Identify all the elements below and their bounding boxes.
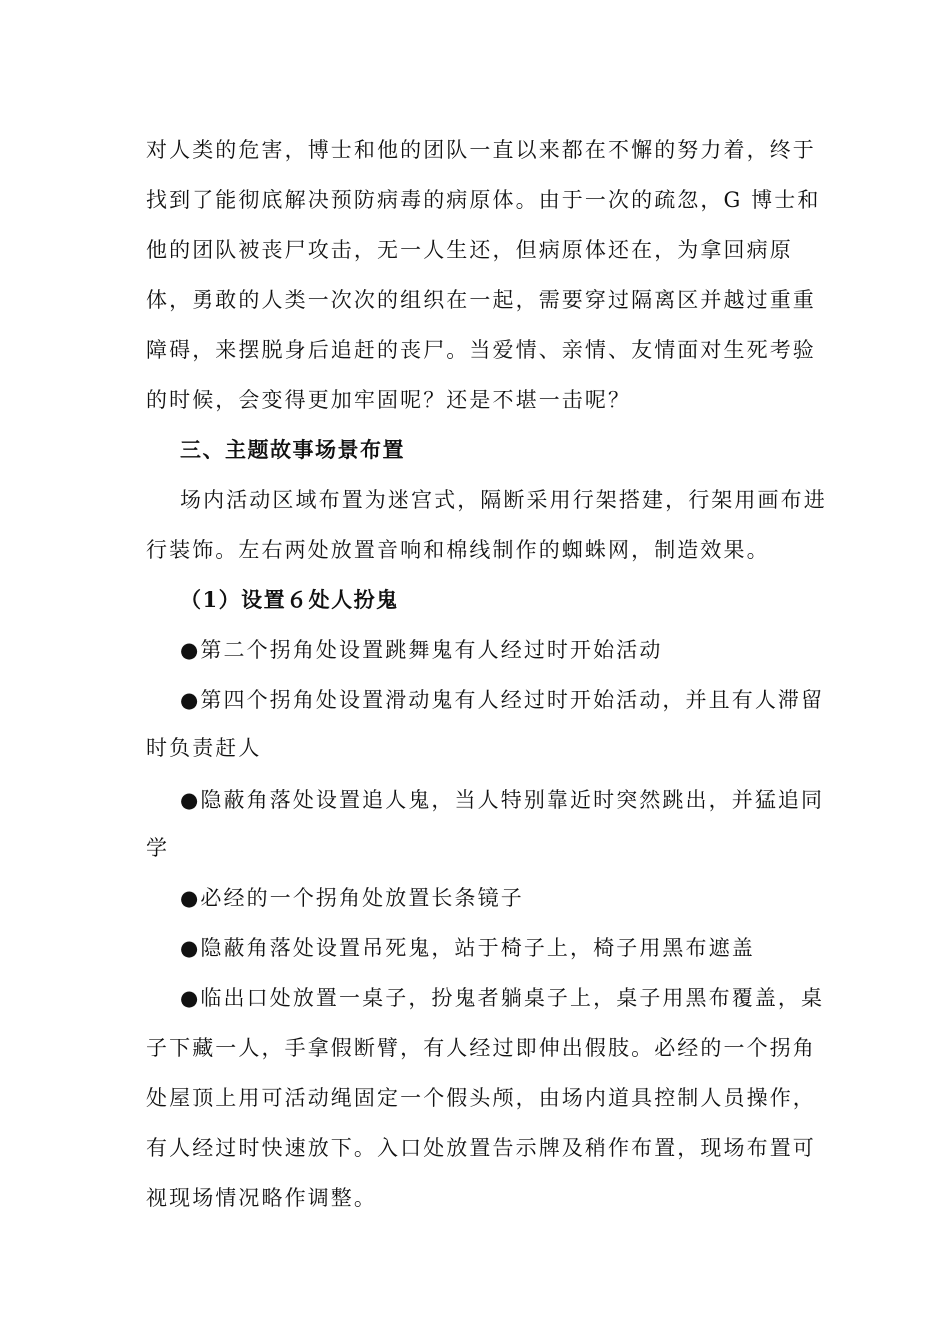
- bullet-item: ●临出口处放置一桌子，扮鬼者躺桌子上，桌子用黑布覆盖，桌: [180, 986, 825, 1010]
- paragraph-line: 障碍，来摆脱身后追赶的丧尸。当爱情、亲情、友情面对生死考验: [146, 338, 816, 362]
- bullet-item-continuation: 时负责赶人: [146, 736, 262, 760]
- paragraph-line: 对人类的危害，博士和他的团队一直以来都在不懈的努力着，终于: [146, 138, 816, 162]
- bullet-item: ●隐蔽角落处设置追人鬼，当人特别靠近时突然跳出，并猛追同: [180, 788, 825, 812]
- bullet-item-continuation: 处屋顶上用可活动绳固定一个假头颅，由场内道具控制人员操作，: [146, 1086, 816, 1110]
- bullet-item-continuation: 有人经过时快速放下。入口处放置告示牌及稍作布置，现场布置可: [146, 1136, 816, 1160]
- paragraph-line: 行装饰。左右两处放置音响和棉线制作的蜘蛛网，制造效果。: [146, 538, 770, 562]
- bullet-item-continuation: 视现场情况略作调整。: [146, 1186, 377, 1210]
- paragraph-line: 体，勇敢的人类一次次的组织在一起，需要穿过隔离区并越过重重: [146, 288, 816, 312]
- paragraph-line: 找到了能彻底解决预防病毒的病原体。由于一次的疏忽，G 博士和: [146, 188, 821, 212]
- section-heading: 三、主题故事场景布置: [180, 437, 405, 462]
- paragraph-line: 的时候，会变得更加牢固呢？还是不堪一击呢？: [146, 388, 632, 412]
- bullet-item: ●隐蔽角落处设置吊死鬼，站于椅子上，椅子用黑布遮盖: [180, 936, 755, 960]
- bullet-item: ●第二个拐角处设置跳舞鬼有人经过时开始活动: [180, 638, 663, 662]
- bullet-item: ●第四个拐角处设置滑动鬼有人经过时开始活动，并且有人滞留: [180, 688, 825, 712]
- paragraph-line: 场内活动区域布置为迷宫式，隔断采用行架搭建，行架用画布进: [180, 488, 827, 512]
- bullet-item-continuation: 学: [146, 836, 170, 860]
- paragraph-line: 他的团队被丧尸攻击，无一人生还，但病原体还在，为拿回病原: [146, 238, 793, 262]
- bullet-item: ●必经的一个拐角处放置长条镜子: [180, 886, 524, 910]
- bullet-item-continuation: 子下藏一人，手拿假断臂，有人经过即伸出假肢。必经的一个拐角: [146, 1036, 816, 1060]
- subsection-heading: （1）设置６处人扮鬼: [180, 587, 399, 612]
